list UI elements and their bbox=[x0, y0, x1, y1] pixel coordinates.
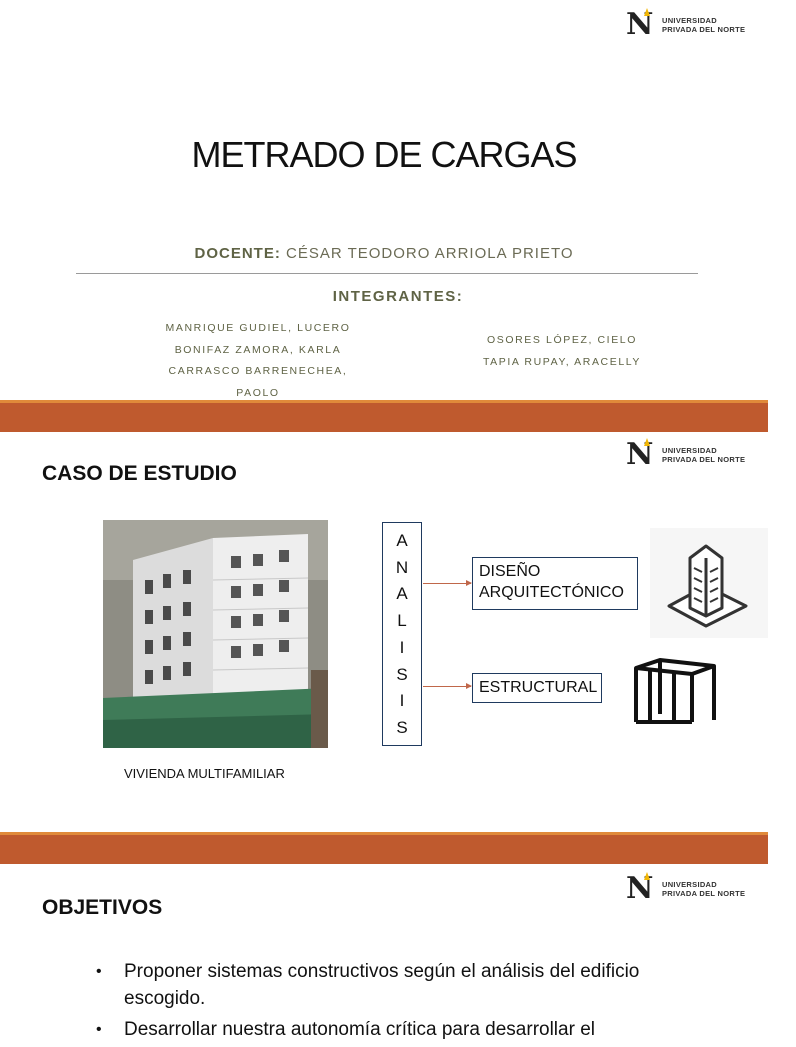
arrow-to-structural bbox=[423, 686, 471, 687]
member-name: CARRASCO BARRENECHEA, PAOLO bbox=[168, 365, 348, 399]
objectives-heading: OBJETIVOS bbox=[42, 896, 163, 919]
bullet-icon: • bbox=[96, 1021, 102, 1038]
analisis-letter: I bbox=[399, 637, 405, 657]
analisis-box bbox=[382, 522, 422, 746]
list-item: • Desarrollar nuestra autonomía crítica para desarrollar el bbox=[96, 1016, 656, 1043]
photo-caption: VIVIENDA MULTIFAMILIAR bbox=[124, 766, 285, 781]
design-box-line2: ARQUITECTÓNICO bbox=[479, 584, 624, 601]
member-name: TAPIA RUPAY, ARACELLY bbox=[482, 355, 642, 368]
title-divider bbox=[76, 273, 698, 274]
building-photo bbox=[103, 520, 328, 748]
arrow-to-design bbox=[423, 583, 471, 584]
university-logo-icon: N bbox=[626, 437, 654, 472]
integrantes-label: INTEGRANTES: bbox=[332, 288, 464, 305]
member-name: BONIFAZ ZAMORA, KARLA bbox=[174, 343, 342, 356]
university-logo-icon: N bbox=[626, 7, 654, 42]
member-name: OSORES LÓPEZ, CIELO bbox=[486, 334, 638, 346]
structural-box bbox=[472, 673, 602, 703]
university-name: UNIVERSIDAD PRIVADA DEL NORTE bbox=[662, 880, 746, 898]
structure-frame-icon bbox=[630, 656, 718, 726]
objectives-list bbox=[96, 958, 656, 1047]
analisis-letter: I bbox=[399, 691, 405, 711]
slide-title bbox=[0, 0, 768, 400]
members-left bbox=[148, 318, 368, 404]
university-logo bbox=[626, 872, 745, 906]
docente-line bbox=[0, 245, 768, 262]
presentation-title: METRADO DE CARGAS bbox=[191, 134, 577, 175]
analisis-letter: A bbox=[396, 584, 408, 604]
analisis-letter: N bbox=[395, 557, 409, 577]
design-box-line1: DISEÑO bbox=[479, 563, 541, 580]
docente-name: CÉSAR TEODORO ARRIOLA PRIETO bbox=[286, 245, 574, 262]
slide-divider bbox=[0, 832, 768, 864]
university-logo bbox=[626, 8, 745, 42]
case-study-heading: CASO DE ESTUDIO bbox=[42, 462, 237, 485]
structural-box-label: ESTRUCTURAL bbox=[479, 679, 598, 696]
analisis-letter: L bbox=[397, 611, 407, 631]
docente-label: DOCENTE: bbox=[194, 245, 281, 262]
university-logo-icon: N bbox=[626, 871, 654, 906]
slide-divider bbox=[0, 400, 768, 432]
university-name: UNIVERSIDAD PRIVADA DEL NORTE bbox=[662, 16, 746, 34]
member-name: MANRIQUE GUDIEL, LUCERO bbox=[165, 322, 351, 334]
analisis-letter: A bbox=[396, 530, 408, 550]
design-box bbox=[472, 557, 638, 610]
university-logo bbox=[626, 438, 745, 472]
members-right bbox=[462, 330, 662, 373]
bullet-icon: • bbox=[96, 963, 102, 980]
analisis-letter: S bbox=[396, 664, 408, 684]
list-item: • Proponer sistemas constructivos según el análisis del edificio escogido. bbox=[96, 958, 656, 1012]
analisis-letter: S bbox=[396, 718, 408, 738]
university-name: UNIVERSIDAD PRIVADA DEL NORTE bbox=[662, 446, 746, 464]
building-icon bbox=[650, 528, 768, 638]
